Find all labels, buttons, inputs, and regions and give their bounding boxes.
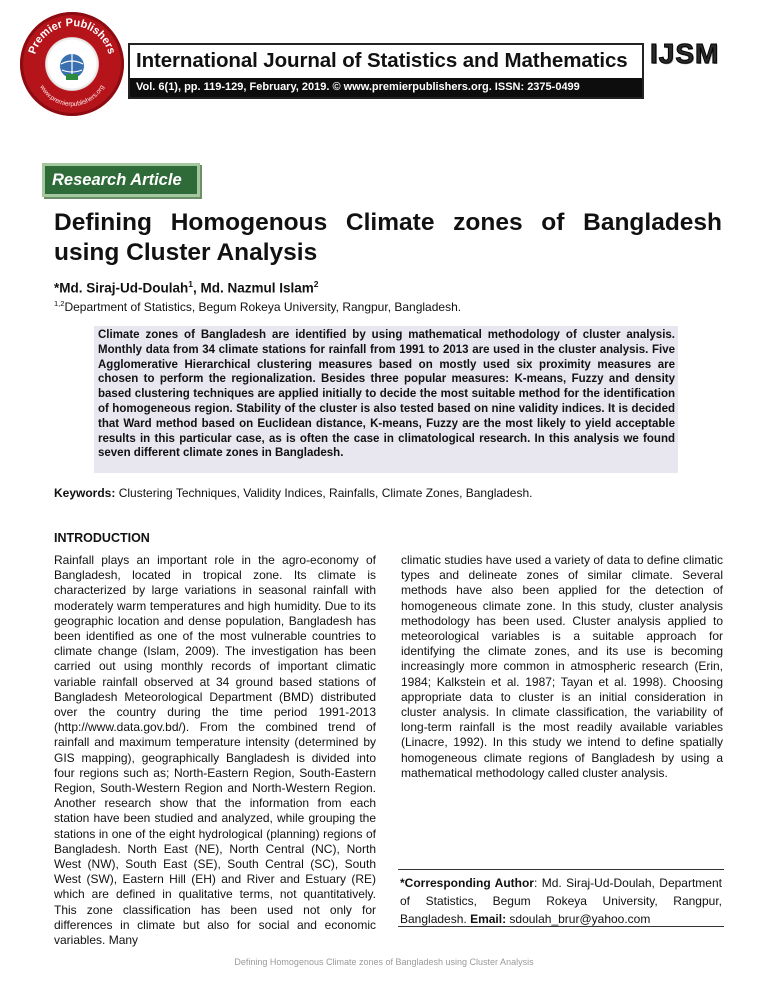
journal-title: International Journal of Statistics and Mathematics bbox=[136, 49, 628, 72]
corresponding-label: *Corresponding Author bbox=[400, 876, 534, 890]
affiliation-ref: 1,2 bbox=[54, 299, 65, 308]
svg-text:www.premierpublishers.org bbox=[38, 83, 106, 108]
article-type-badge bbox=[42, 163, 200, 197]
journal-meta: Vol. 6(1), pp. 119-129, February, 2019. © www.premierpublishers.org. ISSN: 2375-0499 bbox=[130, 78, 642, 97]
author-affil-ref: 2 bbox=[313, 279, 319, 289]
journal-header bbox=[128, 43, 644, 99]
article-type-label: Research Article bbox=[52, 171, 182, 189]
author-separator: , bbox=[192, 280, 201, 296]
affiliation-text: Department of Statistics, Begum Rokeya University, Rangpur, Bangladesh. bbox=[64, 300, 462, 314]
body-column-left: Rainfall plays an important role in the agro-economy of Bangladesh, located in tropical zone. Its climate is characterized by large variations in seasonal rainfall with moderately warm temperatures and high humidity. Due to its geographic location and dense population, Bangladesh has been identified as one of the most vulnerable countries to climate change (Islam, 2009). The investigation has been carried out using monthly records of important climatic variable rainfall observed at 34 ground based stations of Bangladesh Meteorological Department (BMD) distributed over the country during the time period 1991-2013 (http://www.data.gov.bd/). From the combined trend of rainfall and maximum temperature intensity (determined by GIS mapping), geographically Bangladesh is divided into four regions such as; North-Eastern Region, South-Eastern Region, South-Western Region and North-Western Region. Another research show that the information from each station have been studied and analyzed, while grouping the stations in one of the eight hydrological (planning) regions of Bangladesh. North East (NE), North Central (NC), North West (NW), South East (SE), South Central (SC), South West (SW), Eastern Hill (EH) and River and Estuary (RE) which are defined in qualitative terms, not quantitatively. This zone classification has been used not only for differences in climate but also for social and economic variables. Many bbox=[54, 553, 376, 948]
publisher-logo bbox=[20, 12, 124, 116]
abstract: Climate zones of Bangladesh are identified by using mathematical methodology of cluster analysis. Monthly data from 34 climate stations for rainfall from 1991 to 2013 are used in the cluster analysis. Five Agglomerative Hierarchical clustering measures based on mostly used six proximity measures are chosen to perform the regionalization. Besides three popular measures: K-means, Fuzzy and density based clustering techniques are applied initially to decide the most suitable method for the identification of homogeneous region. Stability of the cluster is also tested based on nine validity indices. It is decided that Ward method based on Euclidean distance, K-means, Fuzzy are the most likely to yield acceptable results in this particular case, as is often the case in climatological research. In this analysis we found seven different climate zones in Bangladesh. bbox=[94, 326, 678, 473]
page-footer: Defining Homogenous Climate zones of Bangladesh using Cluster Analysis bbox=[234, 957, 534, 967]
keywords bbox=[54, 486, 532, 500]
publisher-logo-graphic bbox=[20, 12, 124, 116]
body-column-right: climatic studies have used a variety of data to define climatic types and delineate zones of similar climate. Several methods have also been applied for the detection of homogeneous climate zone. In this study, cluster analysis methodology has been used. Cluster analysis applied to meteorological variables is a suitable approach for identifying the climate zones, and its use is becoming increasingly more common in atmospheric research (Erin, 1984; Kalkstein et al. 1987; Tayan et al. 1998). Choosing appropriate data to cluster is an initial consideration in cluster analysis. In climate classification, the variability of long-term rainfall is the most readily available variables (Linacre, 1992). In this study we intend to define spatially homogeneous climate regions of Bangladesh by using a mathematical methodology called cluster analysis. bbox=[401, 553, 723, 780]
email-label: Email: bbox=[470, 912, 507, 926]
svg-text:Premier Publishers bbox=[27, 17, 118, 56]
author-list bbox=[54, 279, 319, 296]
author-name: *Md. Siraj-Ud-Doulah bbox=[54, 280, 189, 296]
affiliation bbox=[54, 299, 461, 314]
corresponding-author-box bbox=[398, 869, 724, 927]
paper-title: Defining Homogenous Climate zones of Bangladesh using Cluster Analysis bbox=[54, 209, 722, 266]
corresponding-text: Md. Siraj-Ud-Doulah, Department of Statistics, Begum Rokeya University, Rangpur, Bangladesh. bbox=[400, 876, 722, 926]
logo-text: Premier Publishers bbox=[26, 16, 118, 56]
author-affil-ref: 1 bbox=[188, 279, 193, 289]
author-name: Md. Nazmul Islam bbox=[200, 280, 314, 296]
corresponding-colon: : bbox=[533, 876, 542, 890]
journal-abbrev: IJSM bbox=[650, 38, 720, 69]
logo-url-text: www.premierpublishers.org bbox=[38, 83, 106, 109]
email-address: sdoulah_brur@yahoo.com bbox=[506, 912, 651, 926]
section-heading: INTRODUCTION bbox=[54, 531, 150, 545]
keywords-label: Keywords: bbox=[54, 486, 116, 500]
keywords-text: Clustering Techniques, Validity Indices, Rainfalls, Climate Zones, Bangladesh. bbox=[115, 486, 533, 500]
